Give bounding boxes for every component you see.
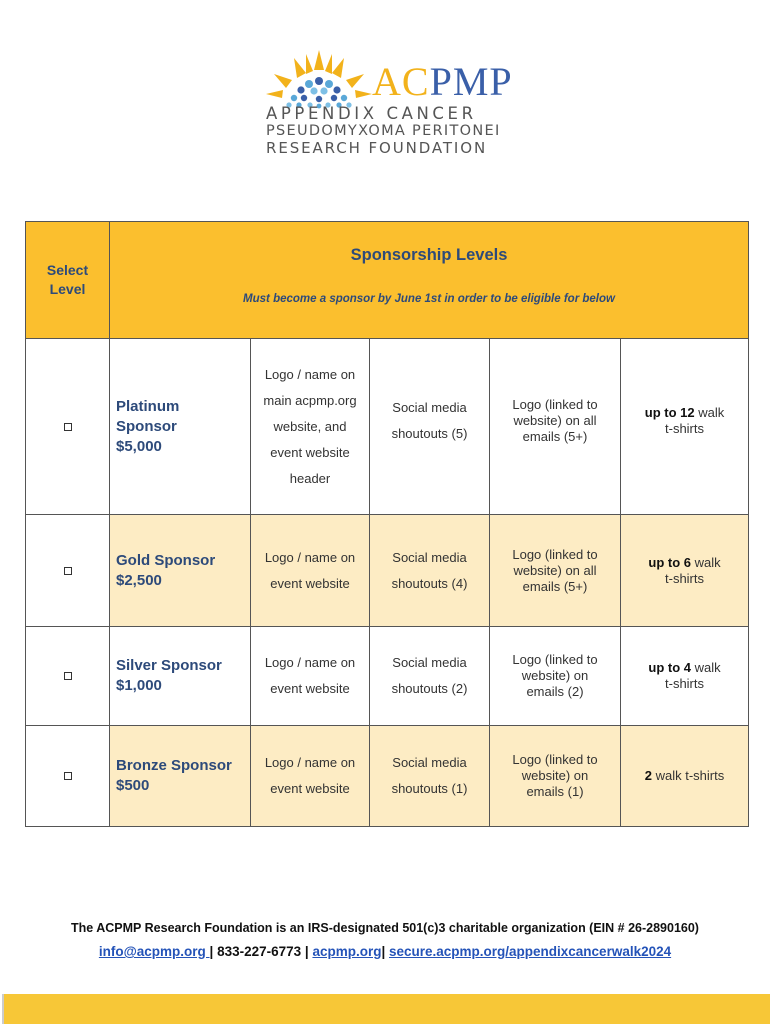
logo-line-2: PSEUDOMYXOMA PERITONEI xyxy=(266,123,501,139)
logo-benefit-cell: Logo / name on main acpmp.org website, and event website header xyxy=(251,339,370,515)
table-row-silver xyxy=(26,627,749,726)
nonprofit-statement: The ACPMP Research Foundation is an IRS-designated 501(c)3 charitable organization (EIN # 26-2890160) xyxy=(71,921,699,935)
email-benefit-cell: Logo (linked to website) on all emails (5+) xyxy=(490,515,621,627)
bottom-accent-bar xyxy=(2,994,770,1024)
table-header-row xyxy=(26,222,749,339)
email-benefit-cell: Logo (linked to website) on emails (1) xyxy=(490,726,621,827)
sponsorship-table xyxy=(25,221,749,827)
table-row-bronze xyxy=(26,726,749,827)
select-level-header: Select Level xyxy=(26,222,110,339)
tshirt-benefit-cell: up to 6 walk t-shirts xyxy=(621,515,749,627)
email-benefit-cell: Logo (linked to website) on all emails (5+) xyxy=(490,339,621,515)
table-row-gold xyxy=(26,515,749,627)
website-link[interactable]: acpmp.org xyxy=(312,944,382,959)
sun-icon xyxy=(264,48,374,112)
social-benefit-cell: Social media shoutouts (1) xyxy=(370,726,490,827)
acpmp-logo xyxy=(264,48,524,160)
email-link[interactable]: info@acpmp.org xyxy=(98,944,210,959)
contact-line: info@acpmp.org | 833-227-6773 | acpmp.org| secure.acpmp.org/appendixcancerwalk2024 xyxy=(98,944,672,959)
tier-cell: Silver Sponsor $1,000 xyxy=(110,627,251,726)
logo-benefit-cell: Logo / name on event website xyxy=(251,726,370,827)
logo-benefit-cell: Logo / name on event website xyxy=(251,627,370,726)
tshirt-benefit-cell: 2 walk t-shirts xyxy=(621,726,749,827)
select-gold-checkbox[interactable] xyxy=(64,567,72,575)
logo-line-1: APPENDIX CANCER xyxy=(266,104,477,123)
logo-line-3: RESEARCH FOUNDATION xyxy=(266,139,488,157)
logo-wordmark: ACPMP xyxy=(372,59,513,104)
tier-cell: Gold Sponsor $2,500 xyxy=(110,515,251,627)
tshirt-benefit-cell: up to 12 walk t-shirts xyxy=(621,339,749,515)
tshirt-benefit-cell: up to 4 walk t-shirts xyxy=(621,627,749,726)
deadline-note: Must become a sponsor by June 1st in order to be eligible for below xyxy=(243,292,615,305)
logo-benefit-cell: Logo / name on event website xyxy=(251,515,370,627)
social-benefit-cell: Social media shoutouts (4) xyxy=(370,515,490,627)
social-benefit-cell: Social media shoutouts (2) xyxy=(370,627,490,726)
table-row-platinum xyxy=(26,339,749,515)
walk-registration-link[interactable]: secure.acpmp.org/appendixcancerwalk2024 xyxy=(388,944,672,959)
social-benefit-cell: Social media shoutouts (5) xyxy=(370,339,490,515)
select-platinum-checkbox[interactable] xyxy=(64,423,72,431)
sponsorship-levels-header xyxy=(110,222,749,339)
sponsorship-levels-title: Sponsorship Levels xyxy=(350,245,508,264)
select-silver-checkbox[interactable] xyxy=(64,672,72,680)
email-benefit-cell: Logo (linked to website) on emails (2) xyxy=(490,627,621,726)
select-bronze-checkbox[interactable] xyxy=(64,772,72,780)
tier-cell: Platinum Sponsor $5,000 xyxy=(110,339,251,515)
tier-cell: Bronze Sponsor $500 xyxy=(110,726,251,827)
